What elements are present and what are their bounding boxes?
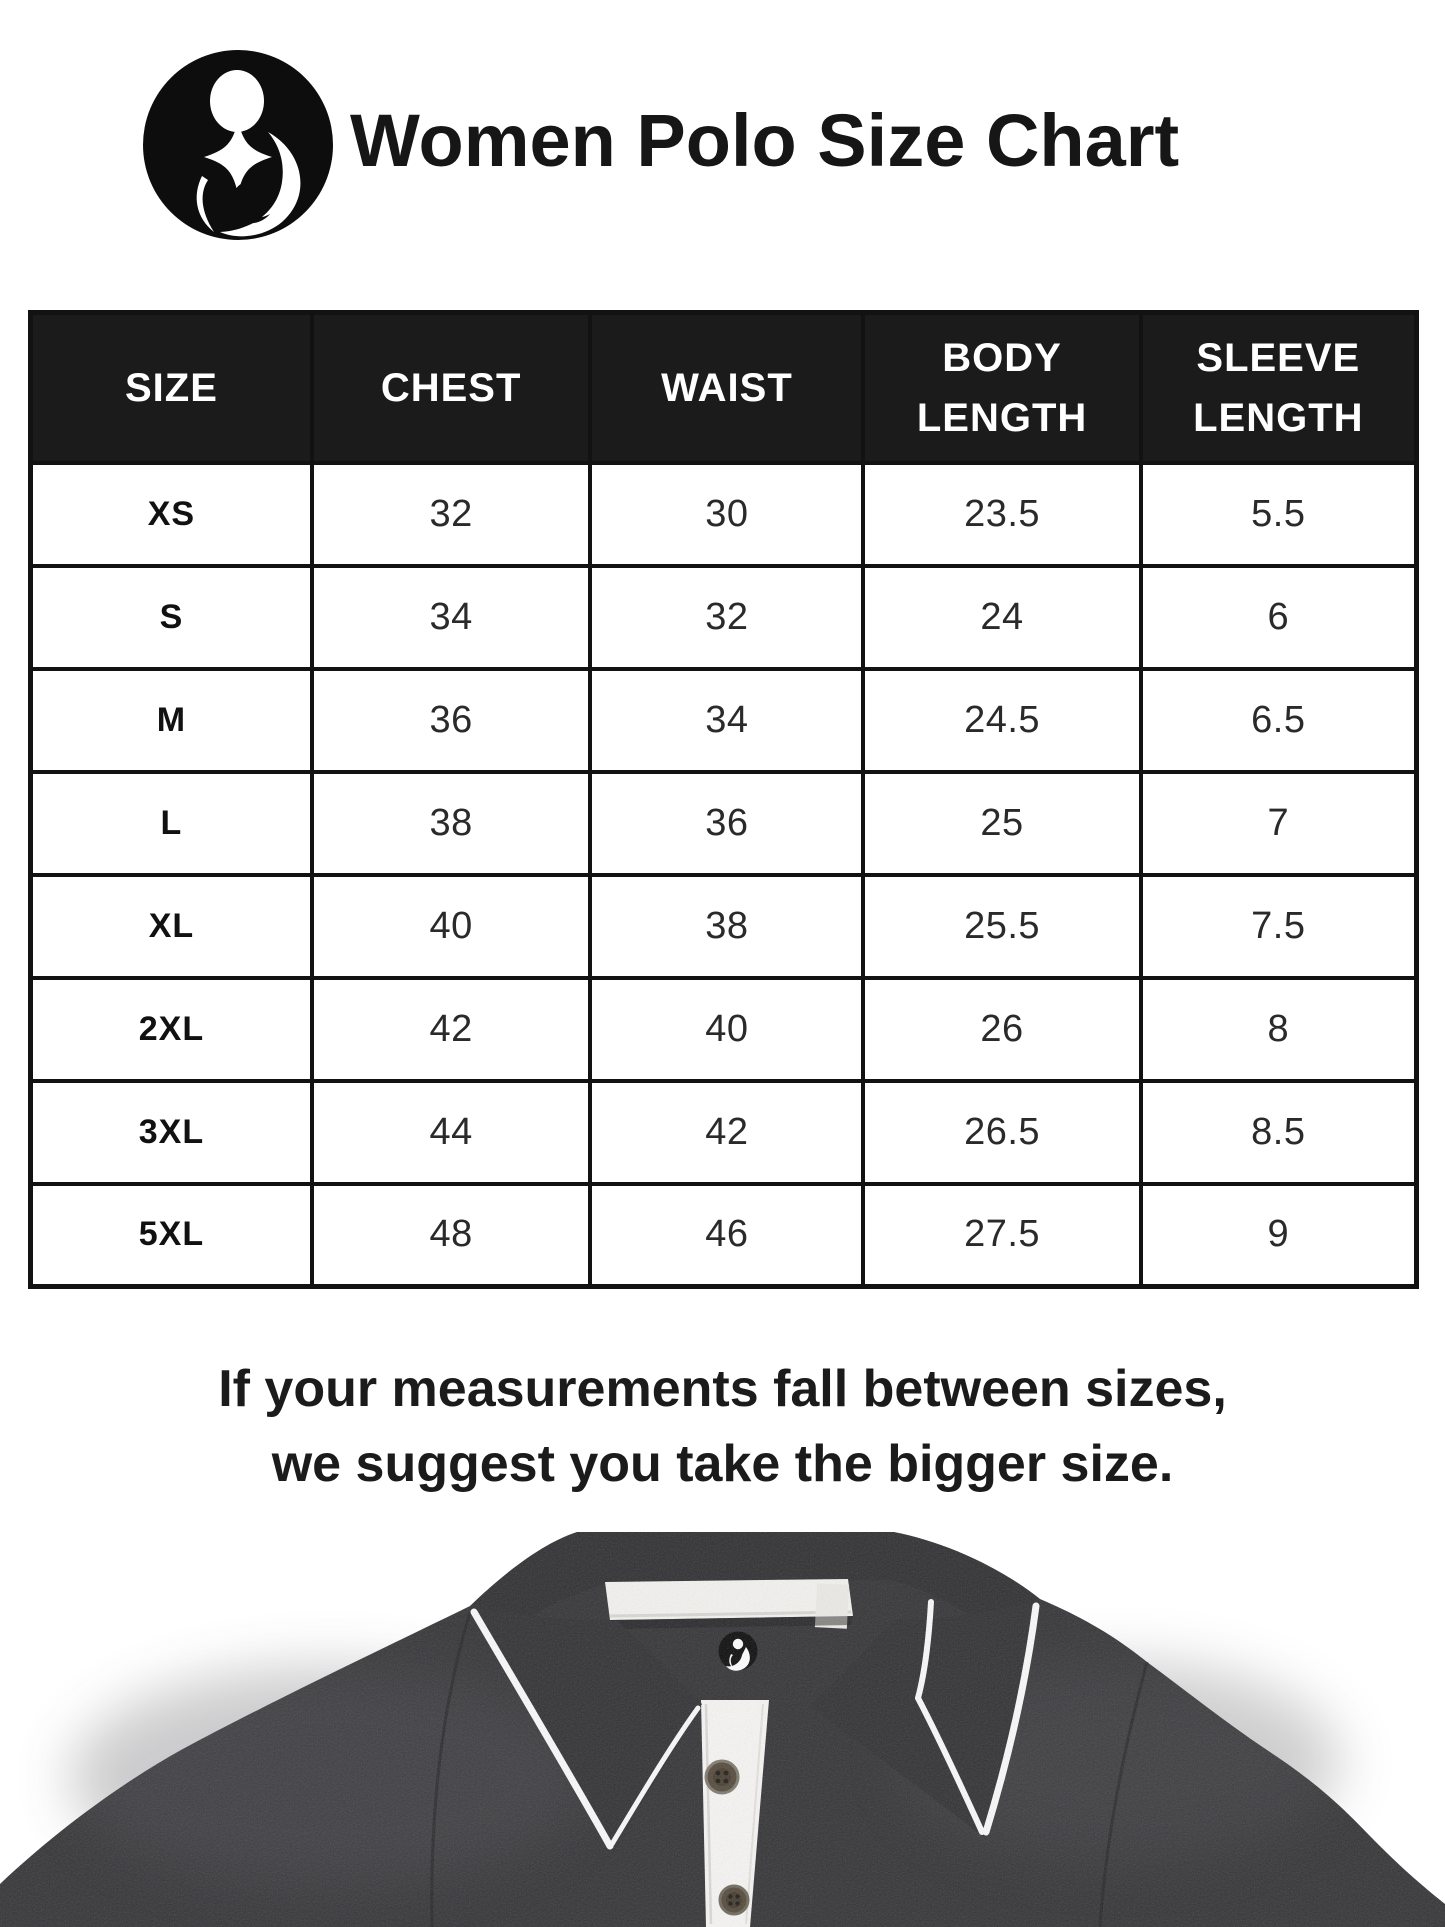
body-length-cell: 27.5 [863, 1184, 1140, 1287]
table-row-s [31, 566, 1417, 669]
table-row-3xl [31, 1081, 1417, 1184]
chest-cell: 42 [312, 978, 591, 1081]
size-chart-table [28, 310, 1419, 1289]
sleeve-length-cell: 8.5 [1141, 1081, 1417, 1184]
waist-cell: 46 [590, 1184, 863, 1287]
body-length-cell: 25 [863, 772, 1140, 875]
size-cell: 2XL [31, 978, 312, 1081]
size-cell: XL [31, 875, 312, 978]
column-header-chest: CHEST [312, 313, 591, 463]
chest-cell: 48 [312, 1184, 591, 1287]
waist-cell: 38 [590, 875, 863, 978]
column-header-sleeve-length: SLEEVE LENGTH [1141, 313, 1417, 463]
sizing-note-line2: we suggest you take the bigger size. [271, 1434, 1174, 1493]
table-header-row [31, 313, 1417, 463]
size-cell: 5XL [31, 1184, 312, 1287]
sleeve-length-cell: 6.5 [1141, 669, 1417, 772]
chest-cell: 38 [312, 772, 591, 875]
body-length-cell: 26.5 [863, 1081, 1140, 1184]
size-cell: M [31, 669, 312, 772]
body-length-cell: 24 [863, 566, 1140, 669]
chest-cell: 44 [312, 1081, 591, 1184]
waist-cell: 40 [590, 978, 863, 1081]
waist-cell: 36 [590, 772, 863, 875]
table-row-xs [31, 463, 1417, 566]
size-cell: 3XL [31, 1081, 312, 1184]
body-length-cell: 23.5 [863, 463, 1140, 566]
body-length-cell: 24.5 [863, 669, 1140, 772]
column-header-waist: WAIST [590, 313, 863, 463]
table-row-xl [31, 875, 1417, 978]
sizing-note-line1: If your measurements fall between sizes, [218, 1360, 1227, 1418]
sleeve-length-cell: 8 [1141, 978, 1417, 1081]
waist-cell: 32 [590, 566, 863, 669]
size-cell: L [31, 772, 312, 875]
chest-cell: 32 [312, 463, 591, 566]
waist-cell: 30 [590, 463, 863, 566]
chest-cell: 34 [312, 566, 591, 669]
body-length-cell: 25.5 [863, 875, 1140, 978]
column-header-body-length: BODY LENGTH [863, 313, 1140, 463]
sleeve-length-cell: 5.5 [1141, 463, 1417, 566]
polo-shirt-photo [0, 1532, 1445, 1927]
chest-cell: 40 [312, 875, 591, 978]
sleeve-length-cell: 7 [1141, 772, 1417, 875]
body-length-cell: 26 [863, 978, 1140, 1081]
page-title: Women Polo Size Chart [350, 99, 1180, 182]
mother-and-child-logo-icon [142, 48, 334, 242]
table-row-m [31, 669, 1417, 772]
column-header-size: SIZE [31, 313, 312, 463]
table-row-2xl [31, 978, 1417, 1081]
size-cell: XS [31, 463, 312, 566]
sleeve-length-cell: 9 [1141, 1184, 1417, 1287]
chest-cell: 36 [312, 669, 591, 772]
size-cell: S [31, 566, 312, 669]
table-row-5xl [31, 1184, 1417, 1287]
sleeve-length-cell: 7.5 [1141, 875, 1417, 978]
sizing-note [0, 1352, 1445, 1502]
waist-cell: 42 [590, 1081, 863, 1184]
sleeve-length-cell: 6 [1141, 566, 1417, 669]
waist-cell: 34 [590, 669, 863, 772]
table-row-l [31, 772, 1417, 875]
